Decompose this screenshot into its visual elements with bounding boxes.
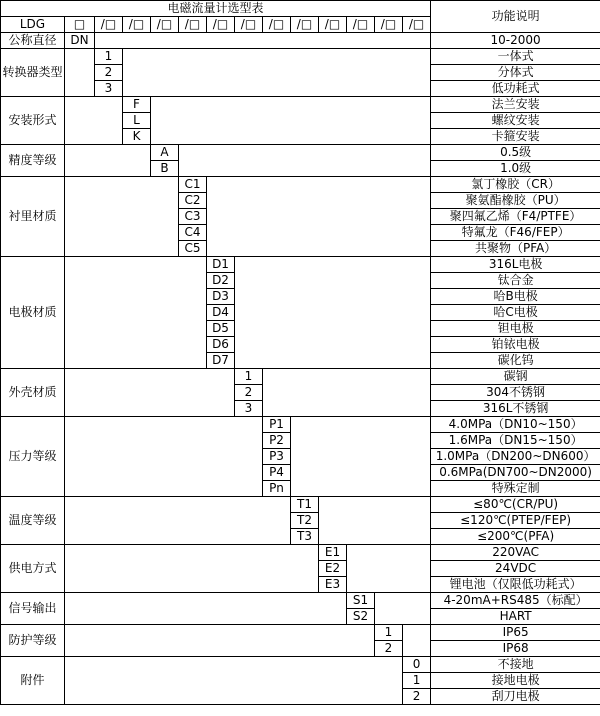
spacer-cell: [179, 145, 431, 177]
option-code-cell: S2: [347, 609, 375, 625]
diameter-desc-cell: 10-2000: [431, 33, 600, 49]
diameter-label-cell: 公称直径: [1, 33, 65, 49]
spacer-cell: [65, 497, 291, 545]
model-slot-cell: /□: [319, 17, 347, 33]
option-desc-cell: 碳化钨: [431, 353, 600, 369]
option-desc-cell: 4.0MPa（DN10~150）: [431, 417, 600, 433]
option-desc-cell: 316L不锈钢: [431, 401, 600, 417]
diameter-code-cell: DN: [65, 33, 95, 49]
option-code-cell: E1: [319, 545, 347, 561]
group-label-cell: 防护等级: [1, 625, 65, 657]
option-code-cell: A: [151, 145, 179, 161]
option-desc-cell: 24VDC: [431, 561, 600, 577]
group-label-cell: 精度等级: [1, 145, 65, 177]
option-code-cell: 1: [403, 673, 431, 689]
option-code-cell: C3: [179, 209, 207, 225]
option-code-cell: B: [151, 161, 179, 177]
option-desc-cell: 螺纹安装: [431, 113, 600, 129]
option-desc-cell: ≤80℃(CR/PU): [431, 497, 600, 513]
model-slot-cell: /□: [207, 17, 235, 33]
option-code-cell: C2: [179, 193, 207, 209]
model-prefix-cell: LDG: [1, 17, 65, 33]
group-label-cell: 温度等级: [1, 497, 65, 545]
model-slot-cell: /□: [403, 17, 431, 33]
option-desc-cell: 刮刀电极: [431, 689, 600, 705]
option-desc-cell: 法兰安装: [431, 97, 600, 113]
group-label-cell: 电极材质: [1, 257, 65, 369]
spacer-cell: [375, 593, 431, 625]
option-desc-cell: IP68: [431, 641, 600, 657]
model-slot-cell: /□: [95, 17, 123, 33]
spacer-cell: [65, 145, 151, 177]
option-code-cell: P4: [263, 465, 291, 481]
model-slot-cell: /□: [347, 17, 375, 33]
group-label-cell: 附件: [1, 657, 65, 705]
model-slot-cell: /□: [263, 17, 291, 33]
group-label-cell: 转换器类型: [1, 49, 65, 97]
option-desc-cell: 哈B电极: [431, 289, 600, 305]
option-code-cell: S1: [347, 593, 375, 609]
spacer-cell: [207, 177, 431, 257]
option-desc-cell: 一体式: [431, 49, 600, 65]
model-slot-cell: /□: [375, 17, 403, 33]
option-code-cell: E3: [319, 577, 347, 593]
option-code-cell: D1: [207, 257, 235, 273]
option-code-cell: T2: [291, 513, 319, 529]
option-desc-cell: 聚氨酯橡胶（PU）: [431, 193, 600, 209]
option-desc-cell: 304不锈钢: [431, 385, 600, 401]
spacer-cell: [123, 49, 431, 97]
model-box-cell: □: [65, 17, 95, 33]
spacer-cell: [151, 97, 431, 145]
group-label-cell: 信号输出: [1, 593, 65, 625]
option-code-cell: 1: [95, 49, 123, 65]
model-slot-cell: /□: [151, 17, 179, 33]
option-desc-cell: 特氟龙（F46/FEP）: [431, 225, 600, 241]
option-code-cell: D6: [207, 337, 235, 353]
option-code-cell: P1: [263, 417, 291, 433]
option-code-cell: D7: [207, 353, 235, 369]
option-desc-cell: 特殊定制: [431, 481, 600, 497]
option-code-cell: D3: [207, 289, 235, 305]
option-code-cell: D5: [207, 321, 235, 337]
spacer-cell: [319, 497, 431, 545]
option-desc-cell: 锂电池（仅限低功耗式）: [431, 577, 600, 593]
option-desc-cell: 碳钢: [431, 369, 600, 385]
spacer-cell: [65, 49, 95, 97]
option-desc-cell: 钛合金: [431, 273, 600, 289]
option-desc-cell: 1.6MPa（DN15~150）: [431, 433, 600, 449]
option-code-cell: D4: [207, 305, 235, 321]
model-slot-cell: /□: [179, 17, 207, 33]
option-code-cell: P2: [263, 433, 291, 449]
option-code-cell: 2: [95, 65, 123, 81]
spacer-cell: [95, 33, 431, 49]
option-desc-cell: ≤120℃(PTEP/FEP): [431, 513, 600, 529]
spacer-cell: [235, 257, 431, 369]
group-label-cell: 衬里材质: [1, 177, 65, 257]
option-desc-cell: 分体式: [431, 65, 600, 81]
spacer-cell: [65, 369, 235, 417]
option-desc-cell: 共聚物（PFA）: [431, 241, 600, 257]
spacer-cell: [65, 177, 179, 257]
option-code-cell: F: [123, 97, 151, 113]
option-code-cell: 2: [235, 385, 263, 401]
spacer-cell: [65, 657, 403, 705]
spacer-cell: [65, 417, 263, 497]
option-desc-cell: 接地电极: [431, 673, 600, 689]
spacer-cell: [347, 545, 431, 593]
option-code-cell: T3: [291, 529, 319, 545]
option-code-cell: D2: [207, 273, 235, 289]
spacer-cell: [65, 625, 375, 657]
option-desc-cell: 氯丁橡胶（CR）: [431, 177, 600, 193]
option-code-cell: 0: [403, 657, 431, 673]
option-code-cell: 3: [235, 401, 263, 417]
group-label-cell: 安装形式: [1, 97, 65, 145]
option-desc-cell: 哈C电极: [431, 305, 600, 321]
option-code-cell: T1: [291, 497, 319, 513]
model-slot-cell: /□: [235, 17, 263, 33]
spacer-cell: [291, 417, 431, 497]
group-label-cell: 外壳材质: [1, 369, 65, 417]
option-code-cell: K: [123, 129, 151, 145]
spacer-cell: [263, 369, 431, 417]
option-code-cell: 2: [403, 689, 431, 705]
option-desc-cell: 不接地: [431, 657, 600, 673]
option-desc-cell: 0.6MPa(DN700~DN2000): [431, 465, 600, 481]
option-code-cell: E2: [319, 561, 347, 577]
spacer-cell: [65, 545, 319, 593]
option-desc-cell: IP65: [431, 625, 600, 641]
spacer-cell: [65, 97, 123, 145]
option-desc-cell: 聚四氟乙烯（F4/PTFE）: [431, 209, 600, 225]
option-code-cell: C4: [179, 225, 207, 241]
model-slot-cell: /□: [123, 17, 151, 33]
option-desc-cell: 1.0MPa（DN200~DN600）: [431, 449, 600, 465]
option-desc-cell: 钽电极: [431, 321, 600, 337]
option-code-cell: C5: [179, 241, 207, 257]
option-desc-cell: 316L电极: [431, 257, 600, 273]
option-desc-cell: 4-20mA+RS485（标配）: [431, 593, 600, 609]
option-code-cell: Pn: [263, 481, 291, 497]
option-code-cell: 2: [375, 641, 403, 657]
group-label-cell: 压力等级: [1, 417, 65, 497]
option-desc-cell: 1.0级: [431, 161, 600, 177]
group-label-cell: 供电方式: [1, 545, 65, 593]
option-desc-cell: ≤200℃(PFA): [431, 529, 600, 545]
table-title: 电磁流量计选型表: [1, 1, 431, 17]
model-slot-cell: /□: [291, 17, 319, 33]
option-code-cell: P3: [263, 449, 291, 465]
option-code-cell: 3: [95, 81, 123, 97]
spacer-cell: [403, 625, 431, 657]
option-code-cell: C1: [179, 177, 207, 193]
function-column-header: 功能说明: [431, 1, 600, 33]
option-desc-cell: 0.5级: [431, 145, 600, 161]
option-desc-cell: 卡箍安装: [431, 129, 600, 145]
option-code-cell: L: [123, 113, 151, 129]
option-desc-cell: 低功耗式: [431, 81, 600, 97]
spacer-cell: [65, 257, 207, 369]
option-code-cell: 1: [375, 625, 403, 641]
option-desc-cell: 铂铱电极: [431, 337, 600, 353]
option-desc-cell: HART: [431, 609, 600, 625]
option-code-cell: 1: [235, 369, 263, 385]
spacer-cell: [65, 593, 347, 625]
option-desc-cell: 220VAC: [431, 545, 600, 561]
